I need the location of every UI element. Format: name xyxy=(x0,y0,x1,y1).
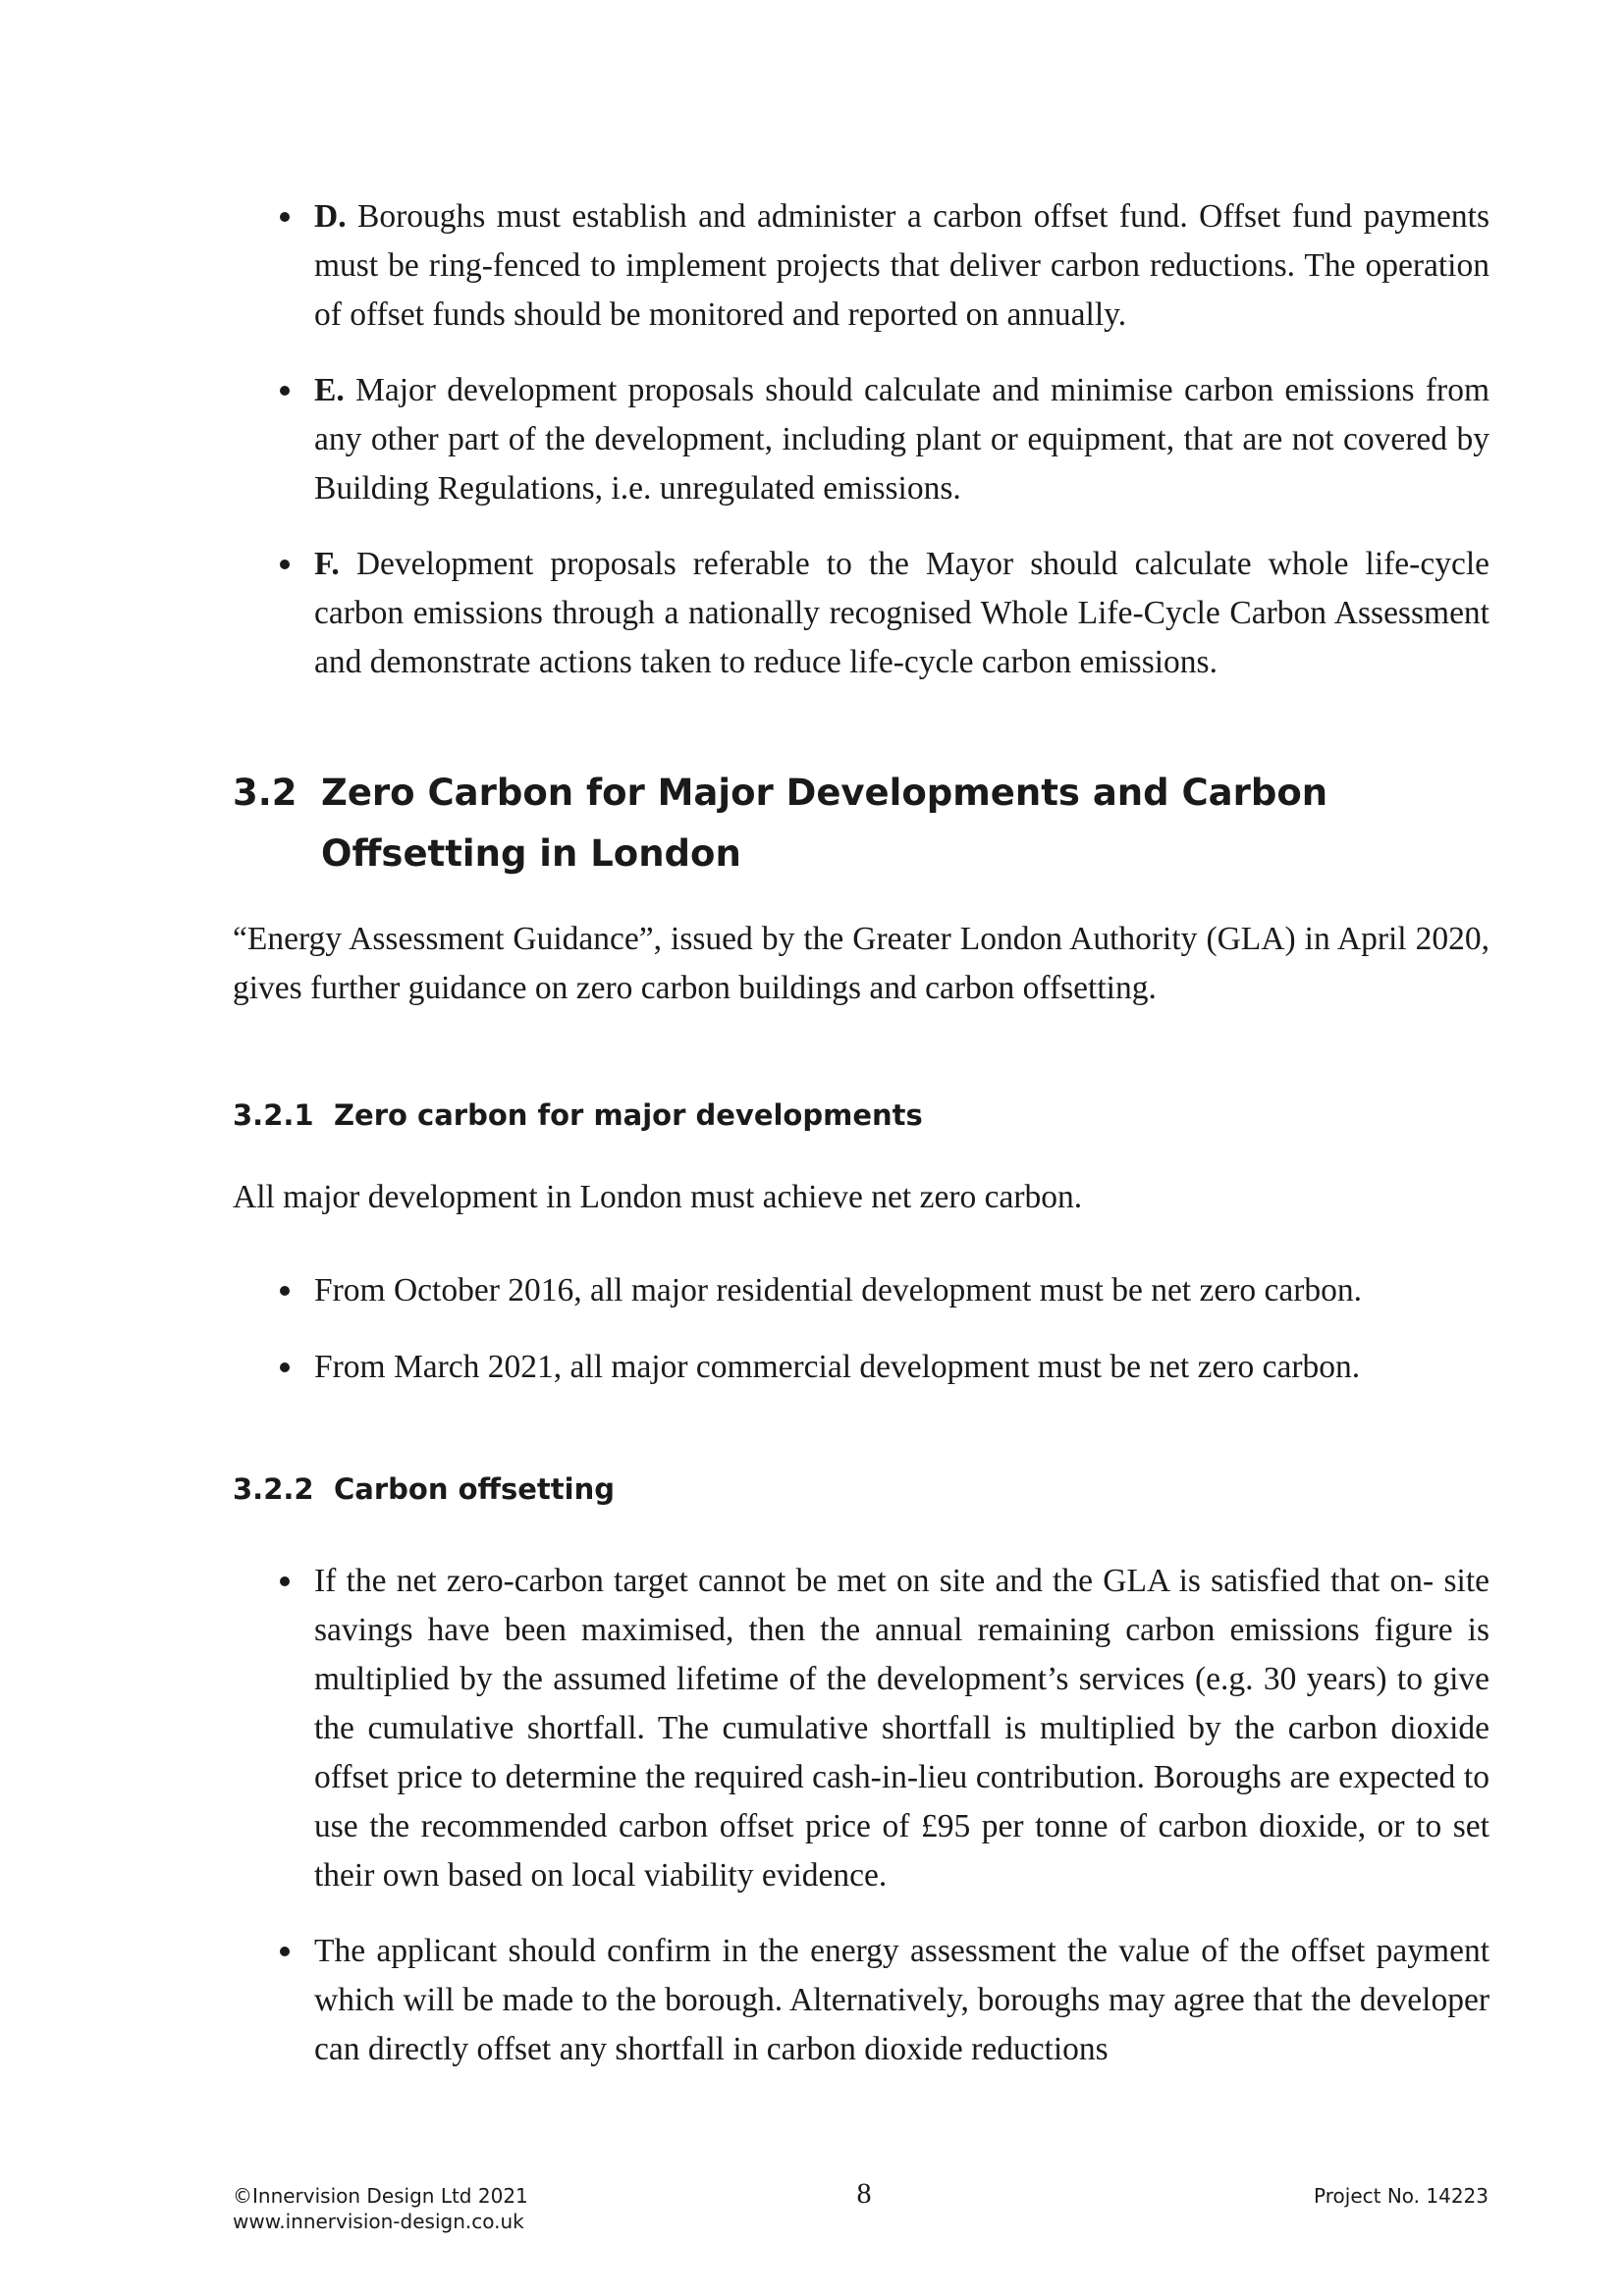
zero-carbon-bullet-list xyxy=(233,1266,1489,1419)
subsection-number: 3.2.1 xyxy=(233,1098,314,1132)
footer-copyright: ©Innervision Design Ltd 2021 xyxy=(233,2184,528,2208)
footer-project-number: Project No. 14223 xyxy=(1314,2184,1489,2208)
list-item xyxy=(233,1927,1489,2074)
list-item xyxy=(233,366,1489,513)
bullet-text: The applicant should confirm in the energy assessment the value of the offset payment which will be made to the borough. Alternatively, boroughs may agree that the developer can directly offset any shortfall in carbon dioxide reductions xyxy=(314,1933,1489,2067)
list-item xyxy=(233,1266,1489,1315)
subsection-title: Zero carbon for major developments xyxy=(334,1098,923,1132)
bullet-text: From March 2021, all major commercial development must be net zero carbon. xyxy=(314,1349,1361,1385)
bullet-text: From October 2016, all major residential development must be net zero carbon. xyxy=(314,1272,1363,1308)
bullet-icon xyxy=(280,1362,290,1372)
bullet-text: Development proposals referable to the Mayor should calculate whole life-cycle carbon emissions through a nationally recognised Whole Life-Cycle Carbon Assessment and demonstrate actions taken to reduce life-cycle carbon emissions. xyxy=(314,546,1489,680)
subsection-title: Carbon offsetting xyxy=(334,1472,615,1506)
section-heading xyxy=(233,763,1489,884)
list-item xyxy=(233,1343,1489,1392)
section-number: 3.2 xyxy=(233,772,298,814)
bullet-text: If the net zero-carbon target cannot be met on site and the GLA is satisfied that on- site savings have been maximised, then the annual remaining carbon emissions figure is multiplied by the assumed lifetime of the development’s services (e.g. 30 years) to give the cumulative shortfall. The cumulative shortfall is multiplied by the carbon dioxide offset price to determine the required cash-in-lieu contribution. Boroughs are expected to use the recommended carbon offset price of £95 per tonne of carbon dioxide, or to set their own based on local viability evidence. xyxy=(314,1563,1489,1894)
subsection-heading xyxy=(233,1095,1489,1135)
bullet-text: Boroughs must establish and administer a carbon offset fund. Offset fund payments must be ring-fenced to implement projects that deliver carbon reductions. The operation of offset funds should be monitored and reported on annually. xyxy=(314,198,1489,333)
footer-left xyxy=(233,2183,528,2234)
subsection-intro-paragraph: All major development in London must achieve net zero carbon. xyxy=(233,1179,1083,1215)
subsection-number: 3.2.2 xyxy=(233,1472,314,1506)
section-intro-paragraph: “Energy Assessment Guidance”, issued by the Greater London Authority (GLA) in April 2020, gives further guidance on zero carbon buildings and carbon offsetting. xyxy=(233,921,1489,1006)
bullet-lead: F. xyxy=(314,546,340,582)
bullet-icon xyxy=(280,386,290,396)
bullet-icon xyxy=(280,1576,290,1586)
bullet-lead: E. xyxy=(314,372,345,408)
footer-website-link[interactable]: www.innervision-design.co.uk xyxy=(233,2210,524,2233)
bullet-lead: D. xyxy=(314,198,347,235)
list-item xyxy=(233,540,1489,687)
subsection-heading xyxy=(233,1469,1489,1509)
bullet-text: Major development proposals should calculate and minimise carbon emissions from any other part of the development, including plant or equipment, that are not covered by Building Regulations, i.e. unregulated emissions. xyxy=(314,372,1489,507)
carbon-offsetting-bullet-list xyxy=(233,1557,1489,2101)
page-number: 8 xyxy=(856,2177,872,2210)
list-item xyxy=(233,192,1489,340)
section-title: Zero Carbon for Major Developments and Carbon Offsetting in London xyxy=(321,772,1328,875)
bullet-icon xyxy=(280,212,290,222)
bullet-icon xyxy=(280,1286,290,1296)
list-item xyxy=(233,1557,1489,1900)
policy-bullet-list xyxy=(233,192,1489,714)
bullet-icon xyxy=(280,1947,290,1956)
bullet-icon xyxy=(280,560,290,569)
